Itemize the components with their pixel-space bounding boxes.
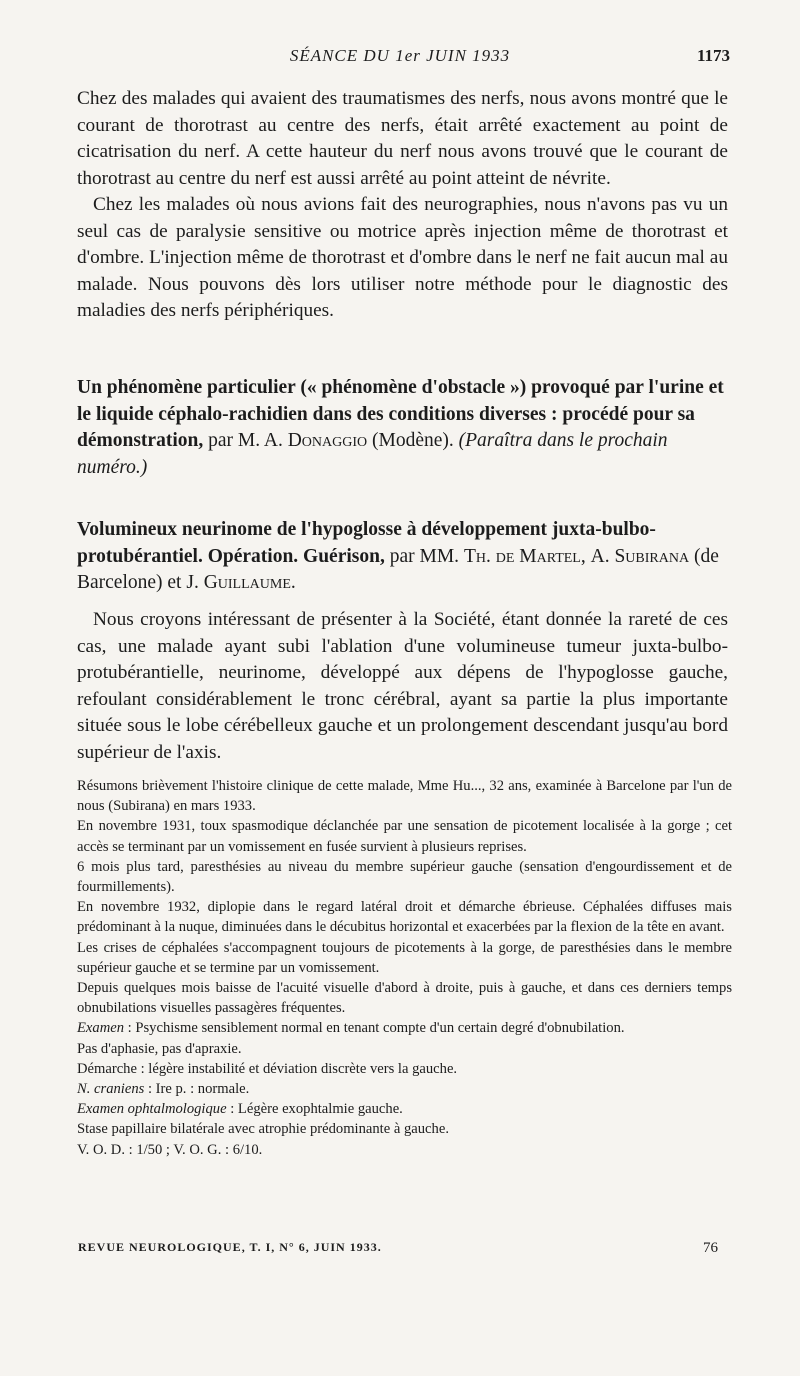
article-author: J. Guillaume.: [186, 572, 296, 593]
article-affiliation: (de Barcelone) et: [77, 545, 719, 593]
page-number: 1173: [696, 46, 730, 65]
article-title: Volumineux neurinome de l'hypoglosse à développement juxta-bulbo-protubérantiel. Opération. Guérison,: [77, 519, 656, 567]
article-title: Un phénomène particulier (« phénomène d'obstacle ») provoqué par l'urine et le liquide céphalo-rachidien dans des conditions diverses : procédé pour sa démonstration,: [77, 377, 724, 451]
article-note: (Paraîtra dans le prochain numéro.): [77, 430, 668, 478]
clinical-paragraph: Résumons brièvement l'histoire clinique de cette malade, Mme Hu..., 32 ans, examinée à Barcelone par l'un de nous (Subirana) en mars 1933.: [77, 778, 732, 815]
ophthal-text: : Légère exophtalmie gauche.: [230, 1101, 403, 1118]
intro-paragraph-block: [77, 607, 728, 766]
clinical-paragraph: En novembre 1931, toux spasmodique déclanchée par une sensation de picotement localisée à la gorge ; cet accès se terminant par un vomissement en fusée survient à plusieurs reprises.: [77, 818, 732, 855]
exam-paragraph: [77, 1018, 732, 1038]
top-paragraphs: [77, 86, 728, 325]
signature-number: 76: [703, 1240, 718, 1256]
article-par: par M. A.: [208, 430, 283, 451]
exam-cranial: [77, 1079, 732, 1099]
page-footer: [78, 1240, 718, 1264]
article-author: Th. de Martel: [463, 545, 581, 567]
running-title: SÉANCE DU 1er JUIN 1933: [289, 46, 511, 65]
journal-reference: REVUE NEUROLOGIQUE, T. I, N° 6, JUIN 1933.: [78, 1240, 382, 1254]
clinical-paragraph: Depuis quelques mois baisse de l'acuité visuelle d'abord à droite, puis à gauche, et dans ces derniers temps obnubilations visuelles passagères fréquentes.: [77, 980, 732, 1017]
clinical-paragraph: 6 mois plus tard, paresthésies au niveau du membre supérieur gauche (sensation d'engourdissement et de fourmillements).: [77, 858, 732, 896]
exam-ophthalmology: [77, 1099, 732, 1119]
exam-acuity: V. O. D. : 1/50 ; V. O. G. : 6/10.: [77, 1141, 263, 1158]
article-author: A. Subirana: [590, 545, 690, 567]
exam-label: Examen: [77, 1020, 125, 1037]
clinical-paragraph: En novembre 1932, diplopie dans le regard latéral droit et démarche ébrieuse. Céphalées diffuses mais prédominant à la nuque, diminuées dans le décubitus horizontal et exacerbées par la flexion de la tête en avant.: [77, 899, 732, 936]
page-header: [0, 44, 800, 72]
article-heading-donaggio: [77, 375, 732, 481]
cranial-text: : Ire p. : normale.: [147, 1081, 250, 1098]
cranial-label: N. craniens: [77, 1081, 145, 1098]
paragraph: Chez des malades qui avaient des traumatismes des nerfs, nous avons montré que le courant de thorotrast au centre des nerfs, était arrêté exactement au point de cicatrisation du nerf. A cette hauteur du nerf nous avons trouvé que le courant de thorotrast au centre du nerf est aussi arrêté au point atteint de névrite.: [77, 88, 728, 189]
paragraph: Nous croyons intéressant de présenter à la Société, étant donnée la rareté de ces cas, une malade ayant subi l'ablation d'une volumineuse tumeur juxta-bulbo-protubérantielle, neurinome, développé aux dépens de l'hypoglosse gauche, refoulant considérablement le tronc cérébral, ayant sa partie la plus importante située sous le lobe cérébelleux gauche et un prolongement descendant jusqu'au bord supérieur de l'axis.: [77, 609, 728, 763]
clinical-paragraph: Les crises de céphalées s'accompagnent toujours de picotements à la gorge, de paresthésies dans le membre supérieur gauche et se termine par un vomissement.: [77, 939, 732, 976]
article-par: par MM.: [389, 545, 460, 567]
article-heading-martel: Volumineux neurinome de l'hypoglosse à développement juxta-bulbo-protubérantiel. Opération. Guérison, par MM. Th. de Martel, A. Subirana (de Barcelone) et J. Guillaume.: [77, 519, 719, 593]
article-author: Donaggio: [287, 430, 368, 451]
clinical-history: [77, 776, 732, 1160]
ophthal-label: Examen ophtalmologique: [77, 1101, 227, 1118]
exam-stasis: Stase papillaire bilatérale avec atrophie prédominante à gauche.: [77, 1121, 449, 1138]
exam-aphasia: Pas d'aphasie, pas d'apraxie.: [77, 1040, 242, 1057]
exam-text: : Psychisme sensiblement normal en tenant compte d'un certain degré d'obnubilation.: [127, 1020, 625, 1037]
exam-gait: Démarche : légère instabilité et déviation discrète vers la gauche.: [77, 1060, 458, 1077]
article-affiliation: (Modène).: [372, 430, 454, 451]
paragraph: Chez les malades où nous avions fait des neurographies, nous n'avons pas vu un seul cas de paralysie sensitive ou motrice après injection même de thorotrast et d'ombre. L'injection même de thorotrast et d'ombre dans le nerf ne fait aucun mal au malade. Nous pouvons dès lors utiliser notre méthode pour le diagnostic des maladies des nerfs périphériques.: [77, 194, 728, 321]
